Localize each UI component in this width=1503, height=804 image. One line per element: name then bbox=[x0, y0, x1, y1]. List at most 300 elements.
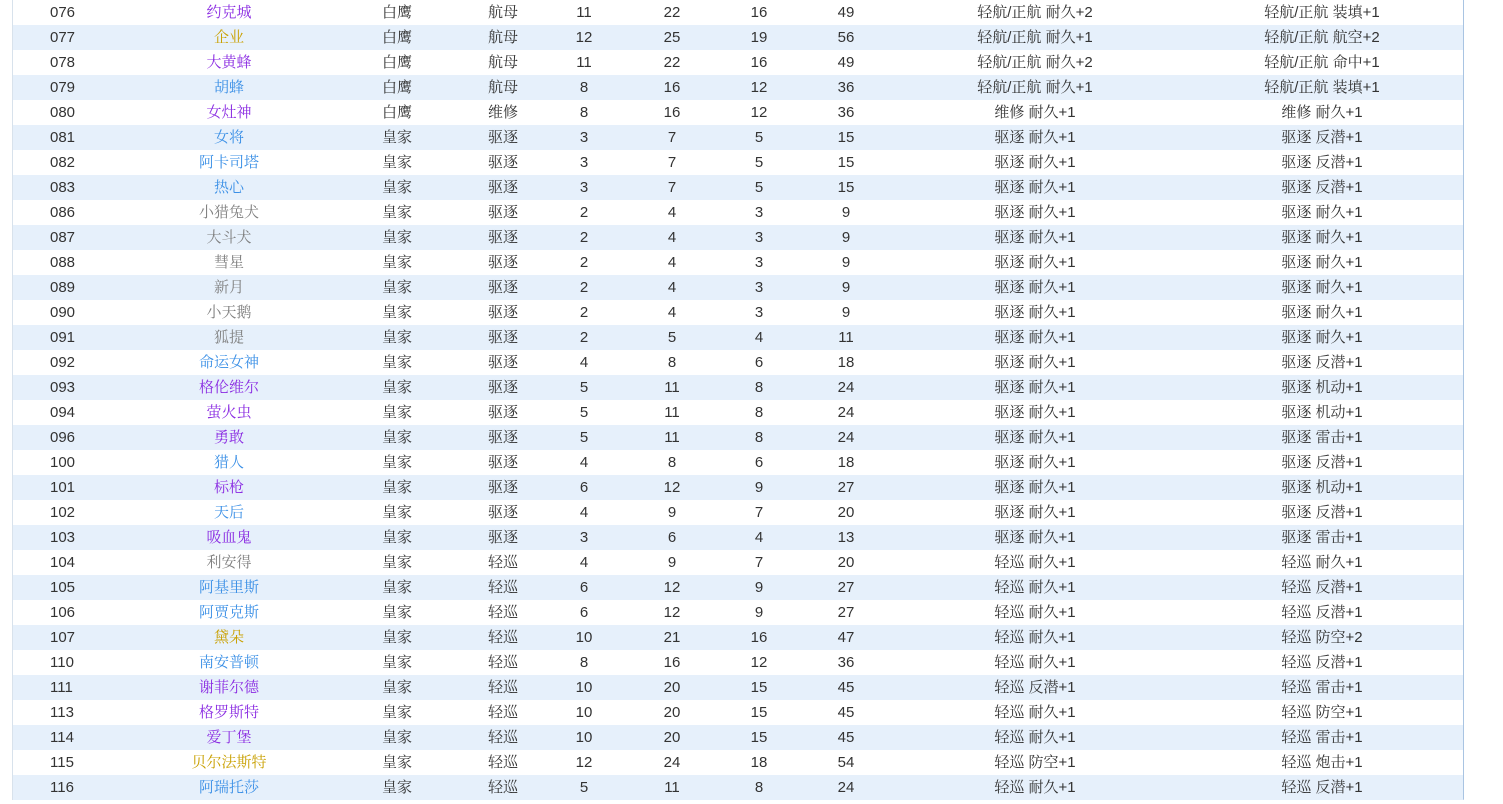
stat-value-4: 18 bbox=[837, 354, 855, 371]
table-row bbox=[13, 200, 1463, 225]
ship-name-link[interactable]: 南安普顿 bbox=[198, 654, 259, 671]
stat-value-2: 25 bbox=[663, 29, 681, 46]
ship-id: 086 bbox=[50, 204, 76, 221]
stat-value-4: 49 bbox=[837, 54, 855, 71]
stat-value-2: 22 bbox=[663, 4, 681, 21]
ship-type: 轻巡 bbox=[487, 779, 518, 796]
stat-value-2: 4 bbox=[667, 254, 677, 271]
ship-type: 轻巡 bbox=[487, 579, 518, 596]
ship-type: 驱逐 bbox=[487, 479, 518, 496]
stat-value-4: 18 bbox=[837, 454, 855, 471]
ship-name-link[interactable]: 萤火虫 bbox=[206, 404, 252, 421]
bonus-1: 驱逐 耐久+1 bbox=[994, 479, 1076, 496]
bonus-2: 轻巡 耐久+1 bbox=[1281, 554, 1363, 571]
table-row bbox=[13, 0, 1463, 25]
bonus-2: 驱逐 雷击+1 bbox=[1281, 429, 1363, 446]
bonus-2: 轻巡 反潜+1 bbox=[1281, 579, 1363, 596]
table-row bbox=[13, 425, 1463, 450]
ship-id: 101 bbox=[50, 479, 76, 496]
stat-value-4: 9 bbox=[841, 204, 851, 221]
stat-value-2: 16 bbox=[663, 104, 681, 121]
bonus-1: 驱逐 耐久+1 bbox=[994, 254, 1076, 271]
ship-type: 轻巡 bbox=[487, 754, 518, 771]
bonus-1: 驱逐 耐久+1 bbox=[994, 329, 1076, 346]
bonus-1: 驱逐 耐久+1 bbox=[994, 454, 1076, 471]
stat-value-3: 5 bbox=[754, 154, 764, 171]
stat-value-2: 20 bbox=[663, 704, 681, 721]
stat-value-3: 8 bbox=[754, 779, 764, 796]
stat-value-2: 7 bbox=[667, 179, 677, 196]
stat-value-1: 11 bbox=[576, 54, 592, 71]
ship-type: 轻巡 bbox=[487, 654, 518, 671]
ship-faction: 皇家 bbox=[381, 379, 412, 396]
stat-value-1: 10 bbox=[575, 679, 593, 696]
table-row bbox=[13, 675, 1463, 700]
table-row bbox=[13, 650, 1463, 675]
ship-type: 维修 bbox=[487, 104, 518, 121]
stat-value-3: 8 bbox=[754, 429, 764, 446]
ship-faction: 皇家 bbox=[381, 404, 412, 421]
stat-value-2: 9 bbox=[667, 504, 677, 521]
table-row bbox=[13, 500, 1463, 525]
stat-value-4: 24 bbox=[837, 779, 855, 796]
bonus-1: 驱逐 耐久+1 bbox=[994, 404, 1076, 421]
stat-value-4: 27 bbox=[837, 604, 855, 621]
bonus-1: 轻巡 耐久+1 bbox=[994, 554, 1076, 571]
bonus-2: 轻巡 防空+2 bbox=[1281, 629, 1363, 646]
ship-id: 114 bbox=[50, 729, 74, 746]
ship-type: 驱逐 bbox=[487, 154, 518, 171]
stat-value-4: 36 bbox=[837, 104, 855, 121]
bonus-1: 轻巡 耐久+1 bbox=[994, 779, 1076, 796]
ship-type: 驱逐 bbox=[487, 329, 518, 346]
stat-value-2: 22 bbox=[663, 54, 681, 71]
table-row bbox=[13, 350, 1463, 375]
bonus-2: 轻巡 反潜+1 bbox=[1281, 604, 1363, 621]
ship-id: 080 bbox=[50, 104, 76, 121]
ship-name-link[interactable]: 大黄蜂 bbox=[206, 54, 252, 71]
ship-id: 106 bbox=[50, 604, 76, 621]
stat-value-3: 15 bbox=[750, 704, 768, 721]
ship-id: 092 bbox=[50, 354, 76, 371]
table-row bbox=[13, 775, 1463, 800]
stat-value-3: 4 bbox=[754, 529, 764, 546]
table-row bbox=[13, 450, 1463, 475]
ship-type: 驱逐 bbox=[487, 529, 518, 546]
ship-name-link[interactable]: 阿贾克斯 bbox=[198, 604, 259, 621]
ship-type: 驱逐 bbox=[487, 304, 518, 321]
table-row bbox=[13, 475, 1463, 500]
bonus-2: 轻巡 雷击+1 bbox=[1281, 729, 1363, 746]
bonus-1: 驱逐 耐久+1 bbox=[994, 229, 1076, 246]
stat-value-3: 7 bbox=[754, 504, 764, 521]
stat-value-2: 7 bbox=[667, 129, 677, 146]
ship-faction: 白鹰 bbox=[381, 29, 412, 46]
ship-type: 驱逐 bbox=[487, 204, 518, 221]
stat-value-1: 10 bbox=[575, 629, 593, 646]
ship-faction: 皇家 bbox=[381, 129, 412, 146]
ship-name-link[interactable]: 黛朵 bbox=[213, 629, 244, 646]
ship-type: 轻巡 bbox=[487, 729, 518, 746]
ship-name-link[interactable]: 狐提 bbox=[213, 329, 244, 346]
bonus-1: 轻巡 耐久+1 bbox=[994, 629, 1076, 646]
stat-value-4: 24 bbox=[837, 404, 855, 421]
ship-faction: 皇家 bbox=[381, 179, 412, 196]
stat-value-3: 8 bbox=[754, 379, 764, 396]
ship-name-link[interactable]: 女将 bbox=[213, 129, 244, 146]
ship-faction: 白鹰 bbox=[381, 4, 412, 21]
ship-name-link[interactable]: 小猎兔犬 bbox=[198, 204, 259, 221]
ship-name-link[interactable]: 阿瑞托莎 bbox=[198, 779, 259, 796]
ship-id: 103 bbox=[50, 529, 76, 546]
ship-id: 082 bbox=[50, 154, 76, 171]
stat-value-1: 4 bbox=[579, 354, 589, 371]
table-row bbox=[13, 525, 1463, 550]
table-row bbox=[13, 150, 1463, 175]
stat-value-3: 3 bbox=[754, 229, 764, 246]
ship-type: 驱逐 bbox=[487, 504, 518, 521]
stat-value-1: 5 bbox=[579, 379, 589, 396]
stat-value-4: 45 bbox=[837, 729, 855, 746]
stat-value-4: 54 bbox=[837, 754, 855, 771]
ship-name-link[interactable]: 热心 bbox=[213, 179, 244, 196]
bonus-2: 驱逐 反潜+1 bbox=[1281, 504, 1363, 521]
ship-name-link[interactable]: 勇敢 bbox=[213, 429, 244, 446]
ship-faction: 皇家 bbox=[381, 154, 412, 171]
stat-value-2: 4 bbox=[667, 229, 677, 246]
bonus-1: 驱逐 耐久+1 bbox=[994, 204, 1076, 221]
stat-value-1: 5 bbox=[579, 779, 589, 796]
stat-value-3: 15 bbox=[750, 729, 768, 746]
stat-value-1: 5 bbox=[579, 429, 589, 446]
ship-faction: 皇家 bbox=[381, 729, 412, 746]
stat-value-1: 2 bbox=[579, 254, 589, 271]
bonus-1: 轻航/正航 耐久+2 bbox=[977, 54, 1093, 71]
stat-value-3: 9 bbox=[754, 579, 764, 596]
table-row bbox=[13, 600, 1463, 625]
stat-value-3: 3 bbox=[754, 304, 764, 321]
ship-name-link[interactable]: 天后 bbox=[213, 504, 244, 521]
stat-value-1: 12 bbox=[575, 29, 593, 46]
bonus-1: 驱逐 耐久+1 bbox=[994, 379, 1076, 396]
stat-value-3: 19 bbox=[750, 29, 768, 46]
stat-value-3: 3 bbox=[754, 254, 764, 271]
bonus-2: 轻巡 反潜+1 bbox=[1281, 779, 1363, 796]
ship-table-container bbox=[12, 0, 1464, 800]
table-row bbox=[13, 375, 1463, 400]
table-row bbox=[13, 325, 1463, 350]
ship-faction: 皇家 bbox=[381, 204, 412, 221]
stat-value-2: 8 bbox=[667, 454, 677, 471]
stat-value-1: 4 bbox=[579, 454, 589, 471]
stat-value-2: 21 bbox=[663, 629, 681, 646]
ship-faction: 皇家 bbox=[381, 629, 412, 646]
table-row bbox=[13, 725, 1463, 750]
ship-id: 096 bbox=[50, 429, 76, 446]
stat-value-4: 11 bbox=[838, 329, 854, 346]
table-row bbox=[13, 300, 1463, 325]
bonus-1: 驱逐 耐久+1 bbox=[994, 429, 1076, 446]
stat-value-2: 11 bbox=[664, 779, 680, 796]
bonus-1: 驱逐 耐久+1 bbox=[994, 129, 1076, 146]
stat-value-2: 11 bbox=[664, 429, 680, 446]
ship-name-link[interactable]: 贝尔法斯特 bbox=[191, 754, 267, 771]
ship-id: 089 bbox=[50, 279, 76, 296]
ship-id: 079 bbox=[50, 79, 76, 96]
stat-value-2: 12 bbox=[663, 479, 681, 496]
stat-value-2: 8 bbox=[667, 354, 677, 371]
ship-name-link[interactable]: 猎人 bbox=[213, 454, 244, 471]
ship-faction: 皇家 bbox=[381, 229, 412, 246]
bonus-1: 驱逐 耐久+1 bbox=[994, 354, 1076, 371]
ship-type: 轻巡 bbox=[487, 679, 518, 696]
bonus-2: 轻巡 反潜+1 bbox=[1281, 654, 1363, 671]
ship-name-link[interactable]: 格伦维尔 bbox=[198, 379, 259, 396]
stat-value-2: 11 bbox=[664, 379, 680, 396]
ship-faction: 皇家 bbox=[381, 254, 412, 271]
bonus-2: 轻航/正航 装填+1 bbox=[1264, 79, 1380, 96]
stat-value-4: 27 bbox=[837, 579, 855, 596]
ship-faction: 白鹰 bbox=[381, 54, 412, 71]
bonus-2: 驱逐 机动+1 bbox=[1281, 379, 1363, 396]
bonus-1: 驱逐 耐久+1 bbox=[994, 504, 1076, 521]
stat-value-2: 6 bbox=[667, 529, 677, 546]
bonus-1: 驱逐 耐久+1 bbox=[994, 179, 1076, 196]
stat-value-4: 9 bbox=[841, 304, 851, 321]
stat-value-1: 8 bbox=[579, 654, 589, 671]
bonus-2: 驱逐 反潜+1 bbox=[1281, 154, 1363, 171]
ship-faction: 皇家 bbox=[381, 604, 412, 621]
table-row bbox=[13, 400, 1463, 425]
ship-name-link[interactable]: 谢菲尔德 bbox=[198, 679, 259, 696]
table-row bbox=[13, 575, 1463, 600]
bonus-1: 轻巡 反潜+1 bbox=[994, 679, 1076, 696]
ship-faction: 皇家 bbox=[381, 579, 412, 596]
stat-value-4: 15 bbox=[837, 129, 855, 146]
ship-id: 115 bbox=[50, 754, 74, 771]
stat-value-4: 49 bbox=[837, 4, 855, 21]
ship-type: 航母 bbox=[487, 79, 518, 96]
ship-name-link[interactable]: 胡蜂 bbox=[213, 79, 244, 96]
stat-value-1: 2 bbox=[579, 204, 589, 221]
ship-name-link[interactable]: 阿卡司塔 bbox=[198, 154, 259, 171]
ship-id: 111 bbox=[50, 679, 73, 696]
ship-name-link[interactable]: 阿基里斯 bbox=[198, 579, 259, 596]
ship-faction: 皇家 bbox=[381, 504, 412, 521]
ship-faction: 皇家 bbox=[381, 554, 412, 571]
ship-name-link[interactable]: 女灶神 bbox=[206, 104, 252, 121]
ship-name-link[interactable]: 大斗犬 bbox=[206, 229, 252, 246]
ship-name-link[interactable]: 企业 bbox=[213, 29, 244, 46]
bonus-2: 驱逐 雷击+1 bbox=[1281, 529, 1363, 546]
ship-type: 航母 bbox=[487, 54, 518, 71]
stat-value-1: 2 bbox=[579, 279, 589, 296]
stat-value-1: 10 bbox=[575, 704, 593, 721]
stat-value-2: 4 bbox=[667, 204, 677, 221]
stat-value-4: 36 bbox=[837, 79, 855, 96]
ship-faction: 皇家 bbox=[381, 479, 412, 496]
stat-value-4: 56 bbox=[837, 29, 855, 46]
ship-faction: 皇家 bbox=[381, 354, 412, 371]
stat-value-4: 24 bbox=[837, 379, 855, 396]
bonus-2: 轻航/正航 命中+1 bbox=[1264, 54, 1380, 71]
bonus-1: 驱逐 耐久+1 bbox=[994, 279, 1076, 296]
stat-value-3: 5 bbox=[754, 129, 764, 146]
bonus-1: 轻航/正航 耐久+1 bbox=[977, 79, 1093, 96]
ship-name-link[interactable]: 爱丁堡 bbox=[206, 729, 252, 746]
ship-id: 107 bbox=[50, 629, 76, 646]
bonus-1: 维修 耐久+1 bbox=[994, 104, 1076, 121]
stat-value-1: 2 bbox=[579, 229, 589, 246]
stat-value-1: 5 bbox=[579, 404, 589, 421]
stat-value-4: 9 bbox=[841, 279, 851, 296]
ship-faction: 皇家 bbox=[381, 654, 412, 671]
ship-id: 088 bbox=[50, 254, 76, 271]
table-row bbox=[13, 225, 1463, 250]
stat-value-4: 45 bbox=[837, 704, 855, 721]
bonus-2: 驱逐 耐久+1 bbox=[1281, 279, 1363, 296]
stat-value-3: 12 bbox=[750, 79, 768, 96]
stat-value-2: 5 bbox=[667, 329, 677, 346]
ship-faction: 皇家 bbox=[381, 679, 412, 696]
ship-name-link[interactable]: 小天鹅 bbox=[206, 304, 252, 321]
stat-value-2: 16 bbox=[663, 654, 681, 671]
stat-value-1: 8 bbox=[579, 104, 589, 121]
stat-value-1: 2 bbox=[579, 304, 589, 321]
ship-id: 090 bbox=[50, 304, 76, 321]
ship-name-link[interactable]: 格罗斯特 bbox=[198, 704, 259, 721]
stat-value-2: 12 bbox=[663, 579, 681, 596]
bonus-1: 轻航/正航 耐久+1 bbox=[977, 29, 1093, 46]
stat-value-4: 15 bbox=[837, 154, 855, 171]
ship-name-link[interactable]: 约克城 bbox=[206, 4, 252, 21]
stat-value-4: 20 bbox=[837, 554, 855, 571]
stat-value-4: 9 bbox=[841, 229, 851, 246]
ship-type: 轻巡 bbox=[487, 629, 518, 646]
stat-value-3: 12 bbox=[750, 104, 768, 121]
stat-value-4: 9 bbox=[841, 254, 851, 271]
bonus-2: 轻航/正航 航空+2 bbox=[1264, 29, 1380, 46]
table-row bbox=[13, 25, 1463, 50]
ship-id: 083 bbox=[50, 179, 76, 196]
ship-faction: 皇家 bbox=[381, 429, 412, 446]
ship-id: 116 bbox=[50, 779, 74, 796]
ship-name-link[interactable]: 命运女神 bbox=[198, 354, 259, 371]
ship-name-link[interactable]: 标枪 bbox=[213, 479, 244, 496]
bonus-2: 维修 耐久+1 bbox=[1281, 104, 1363, 121]
bonus-1: 轻巡 耐久+1 bbox=[994, 654, 1076, 671]
ship-name-link[interactable]: 新月 bbox=[213, 279, 244, 296]
bonus-2: 驱逐 机动+1 bbox=[1281, 479, 1363, 496]
stat-value-4: 13 bbox=[837, 529, 855, 546]
ship-type: 航母 bbox=[487, 29, 518, 46]
stat-value-2: 20 bbox=[663, 679, 681, 696]
ship-type: 驱逐 bbox=[487, 404, 518, 421]
stat-value-1: 2 bbox=[579, 329, 589, 346]
ship-id: 076 bbox=[50, 4, 76, 21]
stat-value-3: 16 bbox=[750, 4, 768, 21]
bonus-2: 驱逐 机动+1 bbox=[1281, 404, 1363, 421]
stat-value-3: 6 bbox=[754, 454, 764, 471]
stat-value-3: 18 bbox=[750, 754, 768, 771]
ship-type: 驱逐 bbox=[487, 454, 518, 471]
ship-type: 驱逐 bbox=[487, 179, 518, 196]
ship-faction: 皇家 bbox=[381, 329, 412, 346]
table-row bbox=[13, 625, 1463, 650]
ship-id: 093 bbox=[50, 379, 76, 396]
stat-value-3: 7 bbox=[754, 554, 764, 571]
ship-faction: 皇家 bbox=[381, 704, 412, 721]
ship-faction: 皇家 bbox=[381, 279, 412, 296]
ship-id: 113 bbox=[50, 704, 74, 721]
bonus-1: 轻巡 耐久+1 bbox=[994, 579, 1076, 596]
ship-faction: 白鹰 bbox=[381, 79, 412, 96]
bonus-1: 驱逐 耐久+1 bbox=[994, 154, 1076, 171]
stat-value-1: 3 bbox=[579, 154, 589, 171]
ship-type: 驱逐 bbox=[487, 279, 518, 296]
bonus-2: 驱逐 耐久+1 bbox=[1281, 304, 1363, 321]
stat-value-1: 3 bbox=[579, 179, 589, 196]
stat-value-2: 20 bbox=[663, 729, 681, 746]
stat-value-3: 15 bbox=[750, 679, 768, 696]
table-row bbox=[13, 75, 1463, 100]
table-row bbox=[13, 700, 1463, 725]
table-row bbox=[13, 50, 1463, 75]
ship-id: 094 bbox=[50, 404, 76, 421]
ship-id: 110 bbox=[50, 654, 74, 671]
ship-id: 100 bbox=[50, 454, 76, 471]
ship-type: 驱逐 bbox=[487, 129, 518, 146]
bonus-2: 驱逐 反潜+1 bbox=[1281, 129, 1363, 146]
bonus-2: 轻航/正航 装填+1 bbox=[1264, 4, 1380, 21]
stat-value-1: 6 bbox=[579, 604, 589, 621]
ship-type: 轻巡 bbox=[487, 604, 518, 621]
stat-value-3: 9 bbox=[754, 479, 764, 496]
bonus-2: 驱逐 耐久+1 bbox=[1281, 204, 1363, 221]
stat-value-3: 3 bbox=[754, 279, 764, 296]
stat-value-1: 8 bbox=[579, 79, 589, 96]
ship-name-link[interactable]: 吸血鬼 bbox=[206, 529, 252, 546]
bonus-2: 轻巡 炮击+1 bbox=[1281, 754, 1363, 771]
table-row bbox=[13, 100, 1463, 125]
stat-value-2: 24 bbox=[663, 754, 681, 771]
ship-id: 091 bbox=[50, 329, 76, 346]
stat-value-1: 11 bbox=[576, 4, 592, 21]
ship-name-link[interactable]: 彗星 bbox=[213, 254, 244, 271]
ship-faction: 皇家 bbox=[381, 454, 412, 471]
table-row bbox=[13, 250, 1463, 275]
stat-value-4: 36 bbox=[837, 654, 855, 671]
table-row bbox=[13, 175, 1463, 200]
ship-faction: 皇家 bbox=[381, 779, 412, 796]
stat-value-4: 15 bbox=[837, 179, 855, 196]
stat-value-2: 12 bbox=[663, 604, 681, 621]
stat-value-3: 3 bbox=[754, 204, 764, 221]
bonus-2: 驱逐 反潜+1 bbox=[1281, 454, 1363, 471]
bonus-2: 轻巡 防空+1 bbox=[1281, 704, 1363, 721]
bonus-1: 轻巡 耐久+1 bbox=[994, 704, 1076, 721]
stat-value-1: 6 bbox=[579, 479, 589, 496]
ship-name-link[interactable]: 利安得 bbox=[206, 554, 252, 571]
ship-faction: 皇家 bbox=[381, 304, 412, 321]
stat-value-3: 16 bbox=[750, 54, 768, 71]
table-row bbox=[13, 550, 1463, 575]
bonus-1: 轻巡 防空+1 bbox=[994, 754, 1076, 771]
stat-value-4: 27 bbox=[837, 479, 855, 496]
bonus-2: 驱逐 反潜+1 bbox=[1281, 354, 1363, 371]
stat-value-1: 12 bbox=[575, 754, 593, 771]
table-row bbox=[13, 750, 1463, 775]
